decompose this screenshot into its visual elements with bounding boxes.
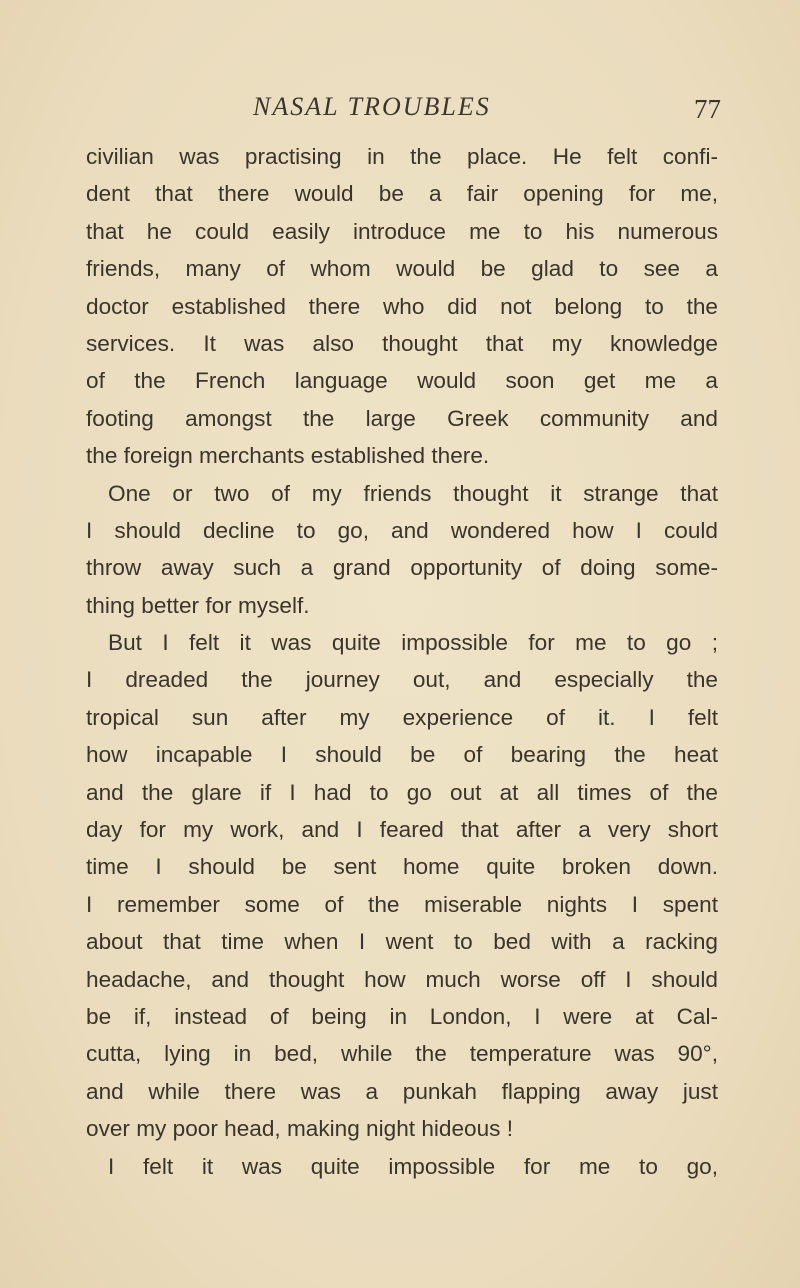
text-line: doctor established there who did not belong to the [86,293,718,319]
text-line: But I felt it was quite impossible for me to go ; [108,630,718,656]
text-line: tropical sun after my experience of it. I felt [86,704,718,730]
running-head: NASAL TROUBLES [253,92,491,121]
text-line: I felt it was quite impossible for me to go, [108,1153,718,1179]
text-line: services. It was also thought that my knowledge [86,330,718,356]
text-line: that he could easily introduce me to his numerous [86,218,718,244]
text-line: thing better for myself. [86,592,310,618]
text-line: the foreign merchants established there. [86,443,490,469]
text-line: dent that there would be a fair opening for me, [86,181,718,207]
text-line: cutta, lying in bed, while the temperature was 90°, [86,1041,718,1067]
text-line: headache, and thought how much worse off I should [86,966,718,992]
text-line: I dreaded the journey out, and especially the [86,667,718,693]
text-line: and while there was a punkah flapping away just [86,1078,718,1104]
text-line: about that time when I went to bed with a racking [86,929,718,955]
text-line: friends, many of whom would be glad to see a [86,256,718,282]
text-line: and the glare if I had to go out at all times of the [86,779,718,805]
text-line: civilian was practising in the place. He felt confi- [86,144,718,169]
text-line: I remember some of the miserable nights I spent [86,891,718,917]
text-line: footing amongst the large Greek community and [86,405,718,431]
text-line: I should decline to go, and wondered how I could [86,517,718,543]
text-line: day for my work, and I feared that after a very short [86,817,718,843]
text-line: of the French language would soon get me a [86,368,718,394]
text-line: One or two of my friends thought it strange that [108,480,718,506]
text-line: how incapable I should be of bearing the heat [86,742,718,768]
text-line: throw away such a grand opportunity of doing some- [86,555,718,581]
page-number: 77 [694,94,721,124]
body-text [86,138,718,1185]
text-line: over my poor head, making night hideous ! [86,1116,514,1142]
text-line: time I should be sent home quite broken down. [86,854,718,880]
text-line: be if, instead of being in London, I were at Cal- [86,1003,718,1029]
